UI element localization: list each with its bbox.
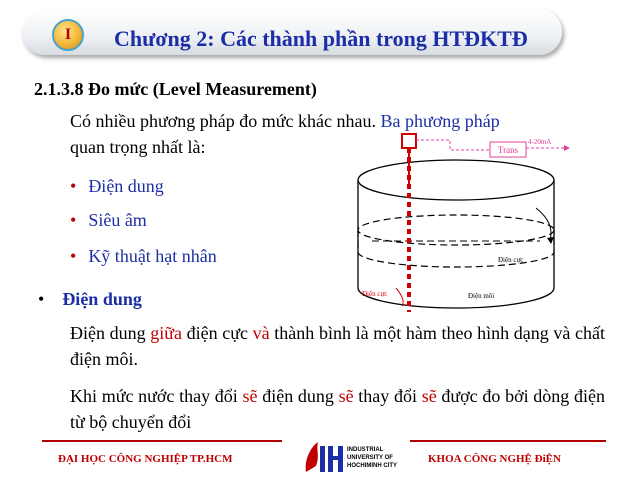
signal-wire bbox=[416, 140, 490, 150]
para2-text: sẽ bbox=[421, 386, 437, 406]
para1-text: Điện dung bbox=[70, 323, 151, 343]
logo-line-2: UNIVERSITY OF bbox=[347, 455, 393, 461]
university-logo bbox=[300, 436, 400, 476]
main-bullet: • Điện dung bbox=[38, 289, 142, 309]
para2-text: thay đổi bbox=[353, 386, 422, 406]
left-electrode-pointer bbox=[396, 288, 403, 306]
para2-text: sẽ bbox=[242, 386, 258, 406]
signal-label: 4-20mA bbox=[528, 138, 552, 146]
footer-rule-right bbox=[410, 440, 606, 442]
output-arrow bbox=[564, 145, 570, 151]
para1-text: giữa bbox=[150, 323, 183, 343]
para2-text: được đo bởi dòng điện từ bộ chuyển đổi bbox=[70, 386, 605, 432]
bullet-label: Điện dung bbox=[88, 176, 164, 196]
right-electrode-label: Điện cực bbox=[498, 256, 524, 264]
bullet-label: Siêu âm bbox=[88, 210, 147, 230]
intro-text-3: quan trọng nhất là: bbox=[70, 137, 206, 157]
logo-bar-h-cross bbox=[328, 456, 343, 460]
level-sensor-diagram bbox=[350, 128, 610, 320]
left-electrode-label: Điện cực bbox=[362, 290, 388, 298]
footer-faculty: KHOA CÔNG NGHỆ ĐiỆN bbox=[428, 453, 561, 465]
sensor-head bbox=[402, 134, 416, 148]
logo-bar-i bbox=[320, 446, 325, 472]
main-bullet-label: Điện dung bbox=[62, 289, 142, 309]
slide-header bbox=[22, 9, 562, 55]
bullet-item: • Kỹ thuật hạt nhân bbox=[70, 246, 217, 266]
right-electrode-arrowhead bbox=[547, 237, 554, 244]
para1-text: thành bình bbox=[269, 323, 351, 343]
right-electrode-pointer bbox=[536, 208, 551, 240]
para1-text: là một hàm theo hình dạng và chất điện môi. bbox=[70, 323, 605, 369]
tank-top bbox=[358, 160, 554, 200]
logo-line-3: HOCHIMINH CITY bbox=[347, 463, 397, 469]
intro-text-1: Có nhiều phương pháp đo mức khác nhau. bbox=[70, 111, 376, 131]
footer-rule-left bbox=[42, 440, 282, 442]
para2-text: sẽ bbox=[338, 386, 354, 406]
para1-text: điện cực bbox=[182, 323, 253, 343]
bullet-item: • Siêu âm bbox=[70, 210, 147, 230]
para2-text: điện dung bbox=[257, 386, 339, 406]
paragraph-level-change bbox=[70, 383, 605, 435]
footer-university: ĐẠI HỌC CÔNG NGHIỆP TP.HCM bbox=[58, 453, 233, 465]
intro-text-2: Ba phương pháp bbox=[375, 111, 500, 131]
trans-label: Trans bbox=[497, 145, 519, 155]
para1-text: và bbox=[252, 323, 270, 343]
liquid-body bbox=[358, 230, 554, 267]
chapter-badge: I bbox=[52, 19, 84, 51]
slide-title: Chương 2: Các thành phần trong HTĐKTĐ bbox=[114, 26, 528, 51]
bullet-item: • Điện dung bbox=[70, 176, 164, 196]
bullet-label: Kỹ thuật hạt nhân bbox=[88, 246, 217, 266]
tank-wall bbox=[358, 180, 554, 308]
para2-text: Khi mức nước thay đổi bbox=[70, 386, 243, 406]
logo-flame bbox=[306, 442, 318, 472]
logo-line-1: INDUSTRIAL bbox=[347, 447, 384, 453]
dielectric-label: Điện môi bbox=[468, 292, 495, 300]
section-title: 2.1.3.8 Đo mức (Level Measurement) bbox=[34, 79, 317, 99]
paragraph-capacitance bbox=[70, 320, 605, 372]
